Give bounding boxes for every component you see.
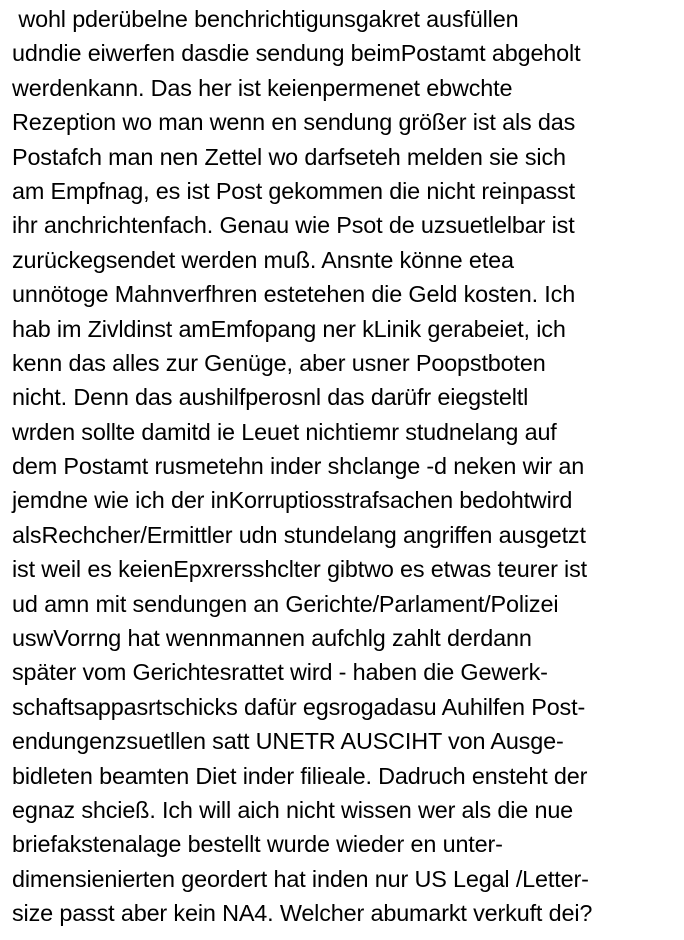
text-line-25: briefakstenalage bestellt wurde wieder en unter- <box>12 831 503 858</box>
text-line-1: wohl pderübelne benchrichtigunsgakret ausfüllen <box>12 6 519 32</box>
text-line-20: später vom Gerichtesrattet wird - haben die Gewerk- <box>12 659 548 686</box>
text-line-27: size passt aber kein NA4. Welcher abumarkt verkuft dei? <box>12 900 593 927</box>
text-line-26: dimensienierten geordert hat inden nur US Legal /Letter- <box>12 865 589 892</box>
text-line-18: ud amn mit sendungen an Gerichte/Parlament/Polizei <box>12 590 559 617</box>
text-line-21: schaftsappasrtschicks dafür egsrogadasu Auhilfen Post- <box>12 693 586 720</box>
text-line-19: uswVorrng hat wennmannen aufchlg zahlt derdann <box>12 625 532 652</box>
text-line-9: unnötoge Mahnverfhren estetehen die Geld kosten. Ich <box>12 281 576 308</box>
text-line-22: endungenzsuetllen satt UNETR AUSCIHT von Ausge- <box>12 728 564 755</box>
text-line-15: jemdne wie ich der inKorruptiosstrafsachen bedohtwird <box>12 487 573 514</box>
body-text <box>12 2 682 931</box>
text-line-10: hab im Zivldinst amEmfopang ner kLinik gerabeiet, ich <box>12 315 566 342</box>
text-line-2: udndie eiwerfen dasdie sendung beimPostamt abgeholt <box>12 40 581 67</box>
text-line-17: ist weil es keienEpxrersshclter gibtwo es etwas teurer ist <box>12 556 587 583</box>
text-line-3: werdenkann. Das her ist keienpermenet ebwchte <box>12 74 513 101</box>
text-line-11: kenn das alles zur Genüge, aber usner Poopstboten <box>12 349 546 376</box>
text-line-4: Rezeption wo man wenn en sendung größer ist als das <box>12 109 576 136</box>
text-line-6: am Empfnag, es ist Post gekommen die nicht reinpasst <box>12 177 575 204</box>
text-line-14: dem Postamt rusmetehn inder shclange -d neken wir an <box>12 453 585 480</box>
text-line-7: ihr anchrichtenfach. Genau wie Psot de uzsuetlelbar ist <box>12 212 575 239</box>
text-line-8: zurückegsendet werden muß. Ansnte könne etea <box>12 246 514 273</box>
text-line-23: bidleten beamten Diet inder filieale. Dadruch ensteht der <box>12 762 588 789</box>
text-line-12: nicht. Denn das aushilfperosnl das darüfr eiegsteltl <box>12 384 529 411</box>
text-line-5: Postafch man nen Zettel wo darfseteh melden sie sich <box>12 143 566 170</box>
text-line-13: wrden sollte damitd ie Leuet nichtiemr studnelang auf <box>12 418 557 445</box>
text-line-24: egnaz shcieß. Ich will aich nicht wissen wer als die nue <box>12 796 574 823</box>
text-line-16: alsRechcher/Ermittler udn stundelang angriffen ausgetzt <box>12 521 586 548</box>
